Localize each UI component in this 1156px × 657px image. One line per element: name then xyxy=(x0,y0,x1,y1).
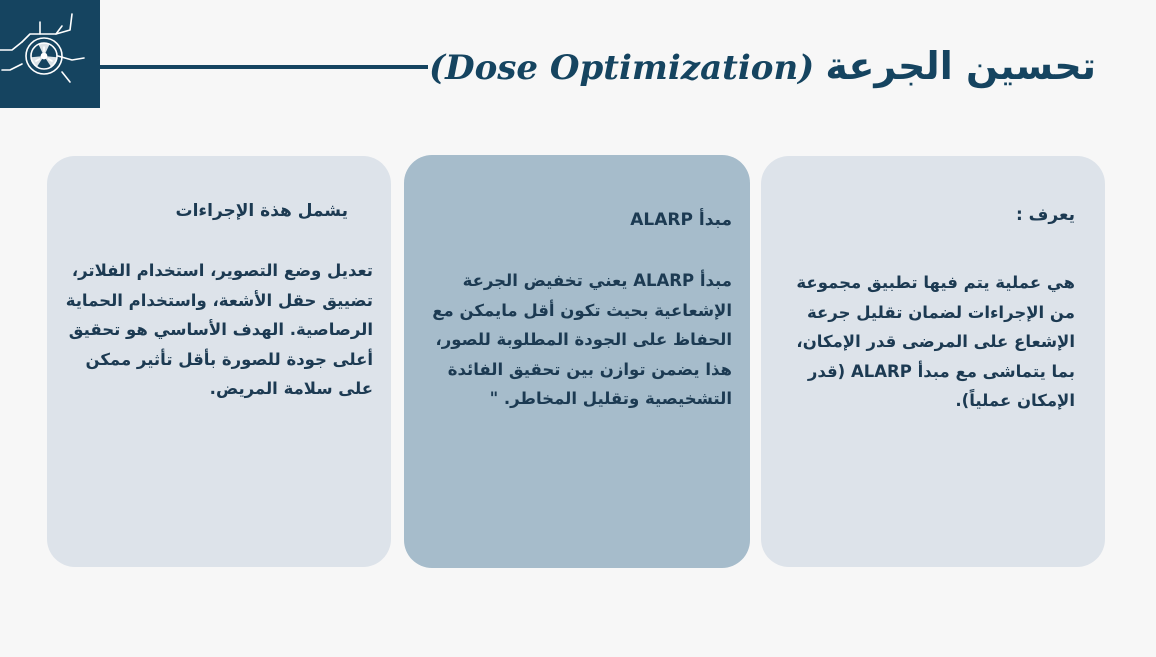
definition-card-body: هي عملية يتم فيها تطبيق مجموعة من الإجراءات لضمان تقليل جرعة الإشعاع على المرضى قدر الإمكان، بما يتماشى مع مبدأ ALARP (قدر الإمكان عملياً). xyxy=(796,273,1075,410)
title-underline xyxy=(100,65,428,69)
page-title xyxy=(429,44,1096,90)
procedures-card-body: تعديل وضع التصوير، استخدام الفلاتر، تضييق حقل الأشعة، واستخدام الحماية الرصاصية. الهدف الأساسي هو تحقيق أعلى جودة للصورة بأقل تأثير ممكن على سلامة المريض. xyxy=(65,261,373,398)
alarp-card-body: مبدأ ALARP يعني تخفيض الجرعة الإشعاعية بحيث تكون أقل مايمكن مع الحفاظ على الجودة المطلوبة للصور، هذا يضمن توازن بين تحقيق الفائدة التشخيصية وتقليل المخاطر. " xyxy=(432,271,732,408)
radiation-trefoil-icon xyxy=(0,0,100,108)
procedures-card xyxy=(47,156,391,567)
alarp-card xyxy=(404,155,750,568)
alarp-card-heading: مبدأ ALARP xyxy=(630,210,732,230)
title-arabic: تحسين الجرعة xyxy=(825,44,1096,88)
title-english: (Dose Optimization) xyxy=(429,48,815,88)
logo xyxy=(0,0,100,108)
procedures-card-heading: يشمل هذة الإجراءات xyxy=(175,201,348,221)
definition-card-heading: يعرف : xyxy=(1015,205,1075,225)
definition-card xyxy=(761,156,1105,567)
